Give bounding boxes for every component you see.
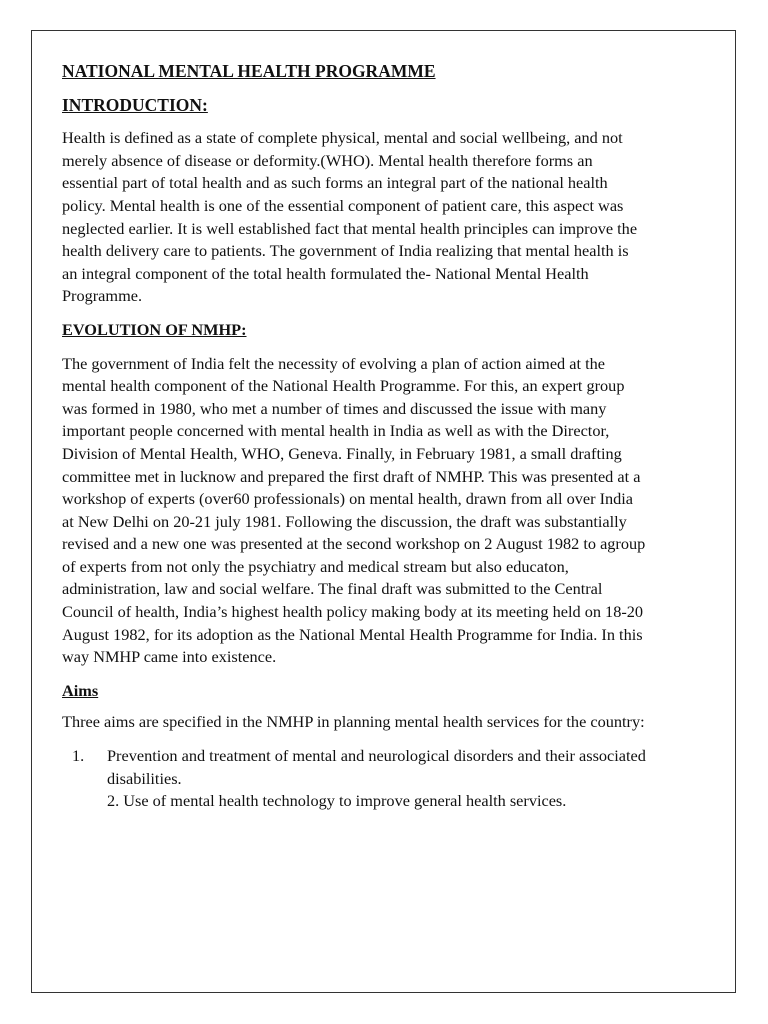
list-item-text: 2. Use of mental health technology to improve general health services. — [107, 791, 567, 811]
list-item-text: Prevention and treatment of mental and neurological disorders and their associated disabilities. — [107, 746, 646, 788]
evolution-paragraph: The government of India felt the necessity of evolving a plan of action aimed at the mental health component of the National Health Programme. For this, an expert group was formed in 1980, who met a number of times and discussed the issue with many important people concerned with mental health in India as well as with the Director, Division of Mental Health, WHO, Geneva. Finally, in February 1981, a small drafting committee met in lucknow and prepared the first draft of NMHP. This was presented at a workshop of experts (over60 professionals) on mental health, drawn from all over India at New Delhi on 20-21 july 1981. Following the discussion, the draft was substantially revised and a new one was presented at the second workshop on 2 August 1982 to agroup of experts from not only the psychiatry and medical stream but also educaton, administration, law and social welfare. The final draft was submitted to the Central Council of health, India’s highest health policy making body at its meeting held on 18-20 August 1982, for its adoption as the National Mental Health Programme for India. In this way NMHP came into existence. — [62, 353, 646, 667]
aims-intro-paragraph: Three aims are specified in the NMHP in planning mental health services for the country: — [62, 712, 645, 732]
list-item-number: 1. — [72, 746, 85, 766]
list-item — [62, 790, 648, 813]
introduction-paragraph: Health is defined as a state of complete physical, mental and social wellbeing, and not merely absence of disease or deformity.(WHO). Mental health therefore forms an essential part of total health and as such forms an integral part of the national health policy. Mental health is one of the essential component of patient care, this aspect was neglected earlier. It is well established fact that mental health principles can improve the health delivery care to patients. The government of India realizing that mental health is an integral component of the total health formulated the- National Mental Health Programme. — [62, 128, 638, 306]
evolution-heading: EVOLUTION OF NMHP: — [62, 319, 247, 339]
list-item — [62, 745, 648, 790]
aims-list — [62, 745, 648, 813]
introduction-heading: INTRODUCTION: — [62, 94, 208, 115]
document-title: NATIONAL MENTAL HEALTH PROGRAMME — [62, 61, 436, 81]
document-content — [62, 60, 648, 813]
aims-heading: Aims — [62, 680, 99, 700]
